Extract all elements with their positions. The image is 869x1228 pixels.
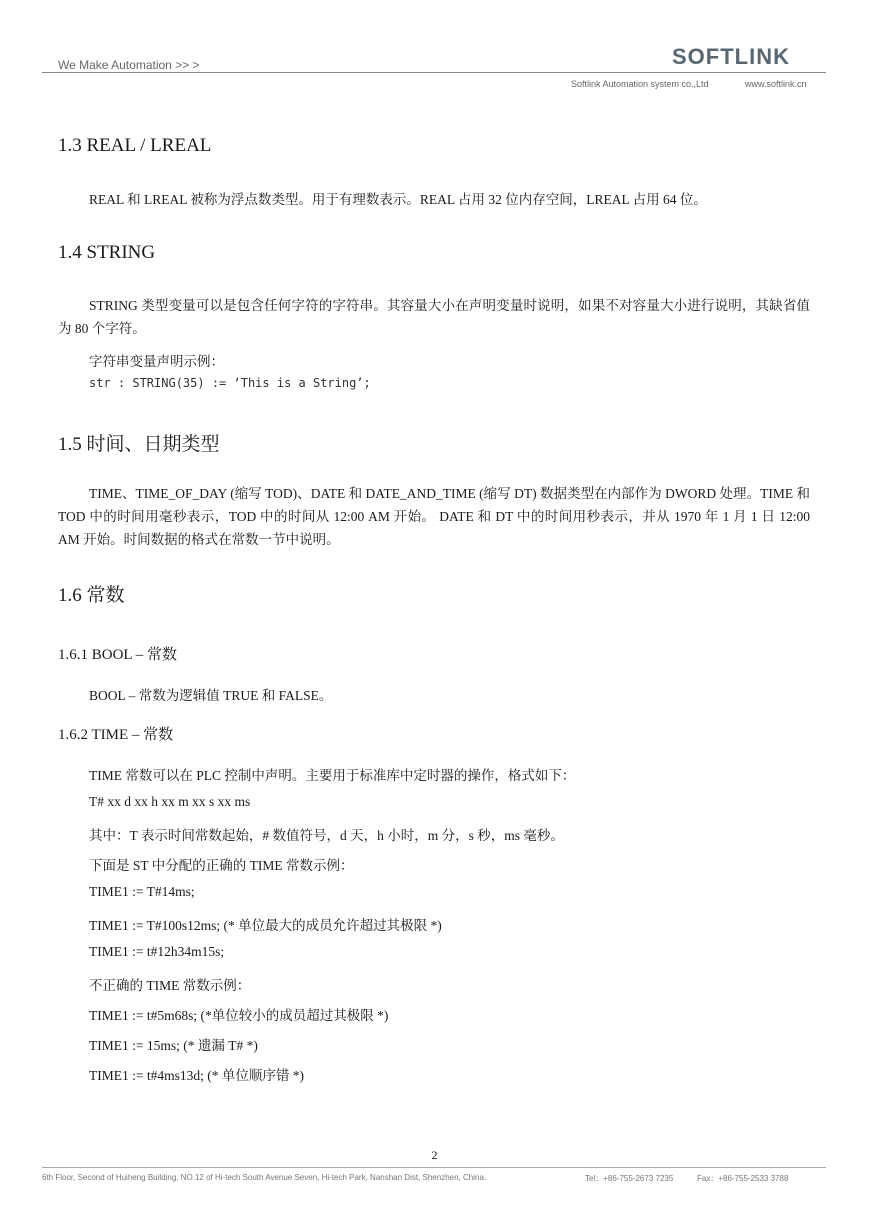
header-company: Softlink Automation system co.,Ltd <box>571 79 709 89</box>
section-1-4-example-label: 字符串变量声明示例： <box>89 354 224 369</box>
footer-tel: Tel：+86-755-2673 7235 <box>585 1174 674 1183</box>
time-line: TIME1 := 15ms; (* 遗漏 T# *) <box>89 1038 258 1053</box>
time-line: TIME1 := t#12h34m15s; <box>89 944 225 959</box>
header-tagline: We Make Automation >> > <box>58 58 200 72</box>
subsection-title-1-6-1: 1.6.1 BOOL – 常数 <box>58 647 178 663</box>
header-divider <box>42 72 826 73</box>
time-line: TIME1 := t#4ms13d; (* 单位顺序错 *) <box>89 1068 304 1083</box>
section-1-4-code: str : STRING(35) := ‘This is a String’; <box>89 376 371 390</box>
time-line: TIME1 := T#100s12ms; (* 单位最大的成员允许超过其极限 *) <box>89 918 442 933</box>
subsection-1-6-1-text: BOOL – 常数为逻辑值 TRUE 和 FALSE。 <box>89 688 333 703</box>
softlink-logo: SOFTLINK <box>672 44 790 69</box>
footer-fax: Fax：+86-755-2533 3788 <box>697 1174 789 1183</box>
section-1-3-paragraph: REAL 和 LREAL 被称为浮点数类型。用于有理数表示。REAL 占用 32 位内存空间，LREAL 占用 64 位。 <box>89 192 707 207</box>
time-line: 不正确的 TIME 常数示例： <box>89 978 251 993</box>
footer-address: 6th Floor, Second of Huiheng Building, NO.12 of Hi-tech South Avenue Seven, Hi-tech Park, Nanshan Dist, Shenzhen, China. <box>42 1173 487 1182</box>
time-line: 其中：T 表示时间常数起始，# 数值符号，d 天，h 小时，m 分，s 秒，ms 毫秒。 <box>89 828 564 843</box>
section-title-1-6: 1.6 常数 <box>58 585 125 606</box>
section-title-1-3: 1.3 REAL / LREAL <box>58 135 212 156</box>
time-line: TIME1 := T#14ms; <box>89 884 195 899</box>
time-line: 下面是 ST 中分配的正确的 TIME 常数示例： <box>89 858 354 873</box>
footer-divider <box>42 1167 826 1168</box>
header-website: www.softlink.cn <box>745 79 807 89</box>
page-number: 2 <box>431 1148 438 1162</box>
time-line: TIME1 := t#5m68s; (*单位较小的成员超过其极限 *) <box>89 1008 389 1023</box>
section-title-1-4: 1.4 STRING <box>58 242 156 263</box>
time-line: TIME 常数可以在 PLC 控制中声明。主要用于标准库中定时器的操作，格式如下： <box>89 768 576 783</box>
section-1-4-paragraph: STRING 类型变量可以是包含任何字符的字符串。其容量大小在声明变量时说明，如果不对容量大小进行说明，其缺省值为 80 个字符。 <box>58 298 810 336</box>
subsection-title-1-6-2: 1.6.2 TIME – 常数 <box>58 727 174 743</box>
section-title-1-5: 1.5 时间、日期类型 <box>58 434 220 455</box>
section-1-5-paragraph: TIME、TIME_OF_DAY (缩写 TOD)、DATE 和 DATE_AND_TIME (缩写 DT) 数据类型在内部作为 DWORD 处理。TIME 和 TOD 中的时间用毫秒表示，TOD 中的时间从 12:00 AM 开始。 DATE 和 DT 中的时间用秒表示，并从 1970 年 1 月 1 日 12:00 AM 开始。时间数据的格式在常数一节中说明。 <box>58 486 810 547</box>
time-line: T# xx d xx h xx m xx s xx ms <box>89 794 251 809</box>
